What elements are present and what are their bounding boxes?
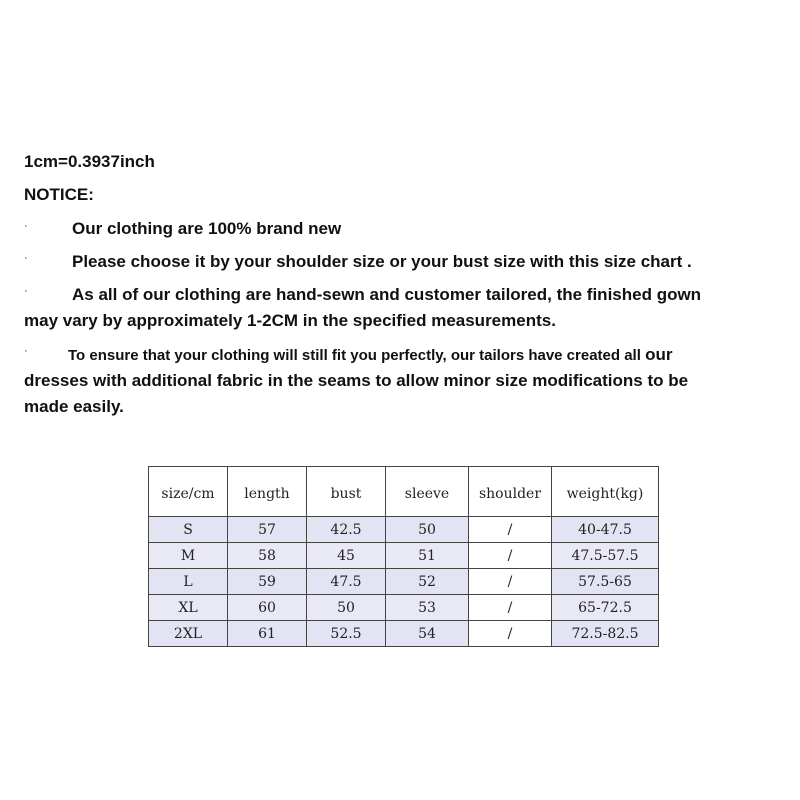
cell-length: 59 [228,569,307,595]
notice-item-4-small-text: To ensure that your clothing will still fit you perfectly, our tailors have created all [68,347,641,364]
cell-sleeve: 53 [386,595,469,621]
notice-heading: NOTICE: [24,185,94,204]
table-row [149,517,659,543]
size-chart-table [148,466,659,647]
cell-bust: 42.5 [307,517,386,543]
header-weight: weight(kg) [552,467,659,517]
cell-length: 58 [228,543,307,569]
cell-bust: 52.5 [307,621,386,647]
header-sleeve: sleeve [386,467,469,517]
table-row [149,621,659,647]
notice-item-4-line-2: dresses with additional fabric in the seams to allow minor size modifications to be [24,371,689,390]
cell-shoulder: / [469,569,552,595]
table-row [149,543,659,569]
cell-size: M [149,543,228,569]
cell-bust: 47.5 [307,569,386,595]
cell-sleeve: 50 [386,517,469,543]
table-row [149,569,659,595]
cell-size: S [149,517,228,543]
cell-weight: 65-72.5 [552,595,659,621]
cell-shoulder: / [469,621,552,647]
cell-sleeve: 54 [386,621,469,647]
cell-weight: 47.5-57.5 [552,543,659,569]
cell-weight: 40-47.5 [552,517,659,543]
header-shoulder: shoulder [469,467,552,517]
cell-sleeve: 52 [386,569,469,595]
notice-item-4-line-1 [68,345,672,365]
cell-sleeve: 51 [386,543,469,569]
cell-length: 61 [228,621,307,647]
cell-weight: 57.5-65 [552,569,659,595]
notice-item-3-line-2: may vary by approximately 1-2CM in the specified measurements. [24,311,556,330]
table-row [149,595,659,621]
cell-weight: 72.5-82.5 [552,621,659,647]
notice-item-3-line-1: As all of our clothing are hand-sewn and customer tailored, the finished gown [72,285,702,304]
cell-size: XL [149,595,228,621]
notice-item-1: Our clothing are 100% brand new [72,219,342,238]
notice-item-2: Please choose it by your shoulder size or your bust size with this size chart . [72,252,692,271]
cell-shoulder: / [469,543,552,569]
cell-length: 57 [228,517,307,543]
header-length: length [228,467,307,517]
cell-shoulder: / [469,517,552,543]
header-bust: bust [307,467,386,517]
size-chart-header-row [149,467,659,517]
bullet-3: · [24,285,28,297]
cell-bust: 50 [307,595,386,621]
header-size: size/cm [149,467,228,517]
cell-length: 60 [228,595,307,621]
conversion-note: 1cm=0.3937inch [24,152,155,171]
cell-size: L [149,569,228,595]
bullet-2: · [24,252,28,264]
bullet-1: · [24,220,28,232]
cell-shoulder: / [469,595,552,621]
bullet-4: · [24,345,28,357]
cell-bust: 45 [307,543,386,569]
notice-item-4-big-text: our [645,345,673,364]
notice-item-4-line-3: made easily. [24,397,124,416]
cell-size: 2XL [149,621,228,647]
